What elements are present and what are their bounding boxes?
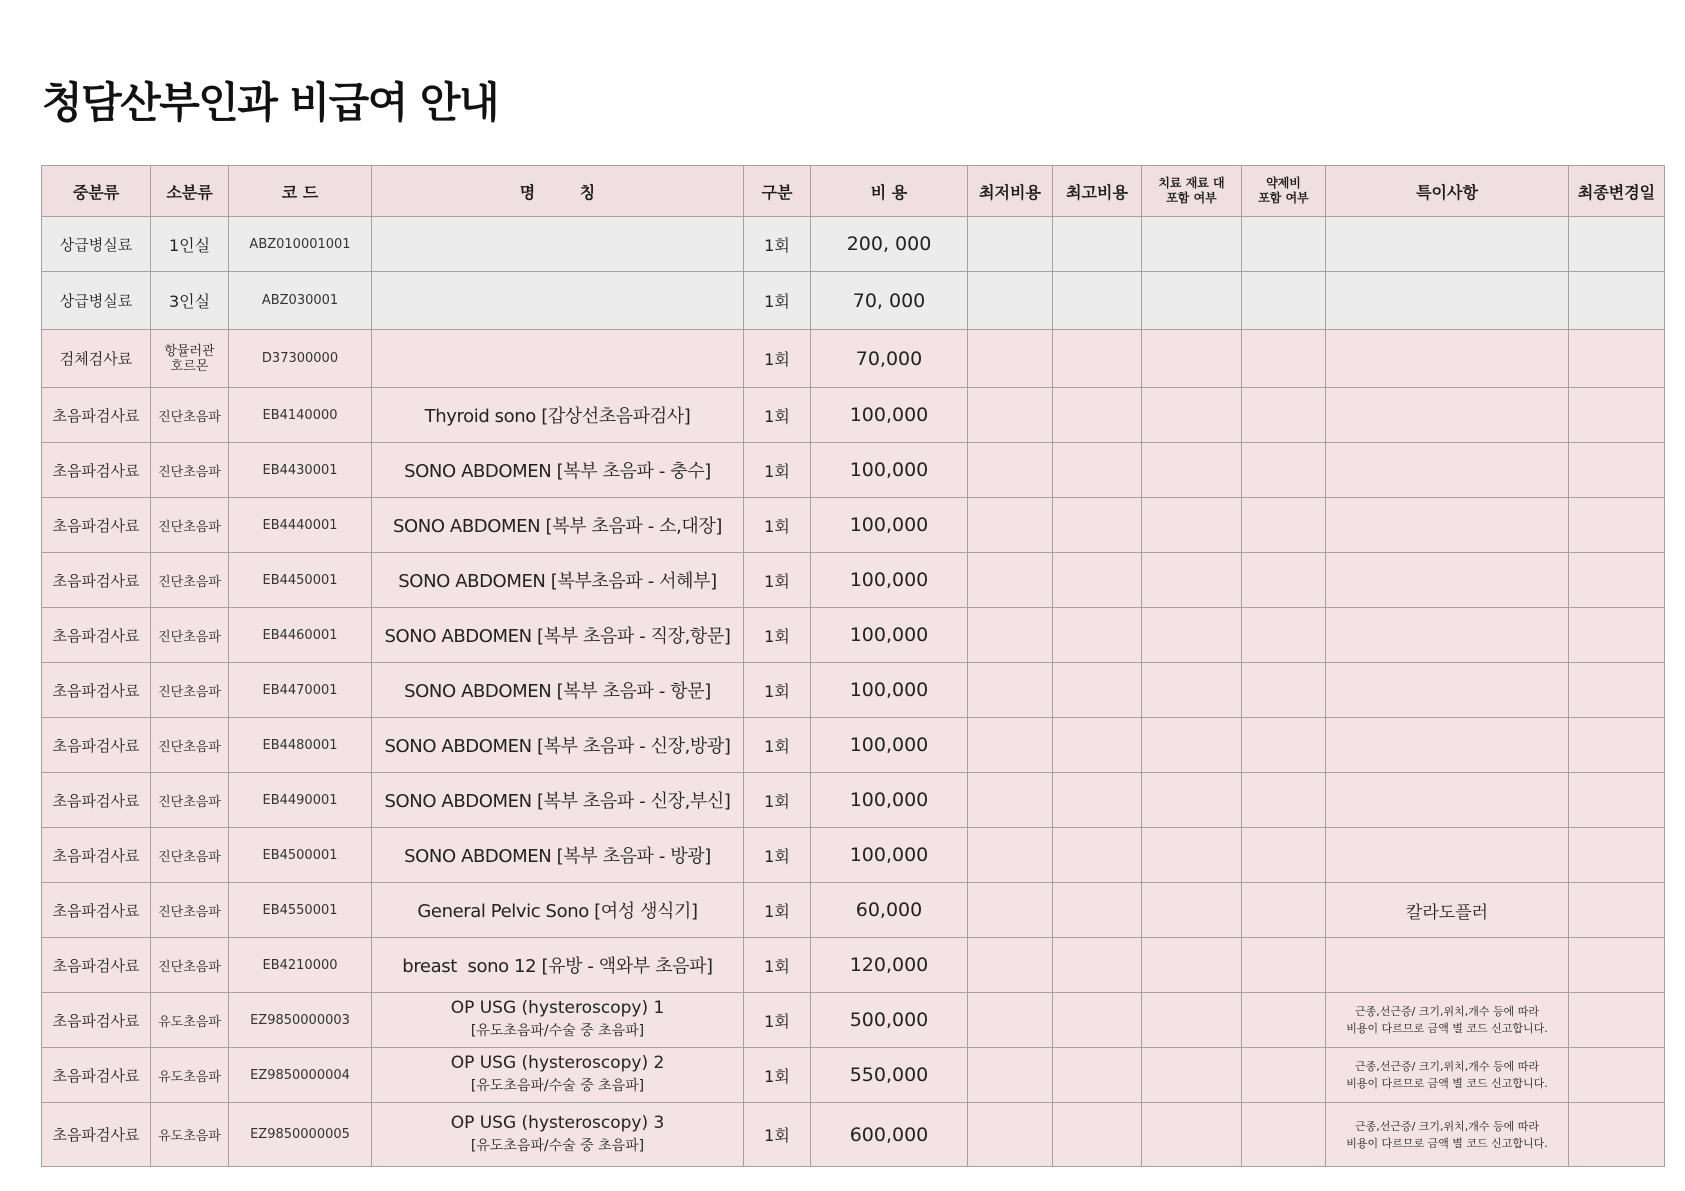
cell-cost: 70,000: [811, 330, 968, 388]
cell-material-included: [1142, 938, 1242, 993]
cell-mid-category: 초음파검사료: [42, 883, 151, 938]
cell-sub-category: 진단초음파: [151, 663, 229, 718]
cell-name: SONO ABDOMEN [복부 초음파 - 신장,방광]: [372, 718, 744, 773]
cell-min-cost: [968, 938, 1053, 993]
cell-notes: 칼라도플러: [1326, 883, 1569, 938]
cell-max-cost: [1053, 272, 1142, 330]
cell-sub-category-line2: 호르몬: [170, 358, 209, 374]
cell-material-included: [1142, 828, 1242, 883]
cell-sub-category: 유도초음파: [151, 1048, 229, 1103]
cell-code: EB4550001: [229, 883, 372, 938]
cell-notes-line2: 비용이 다르므로 금액 별 코드 신고합니다.: [1346, 1022, 1548, 1035]
cell-mid-category: 초음파검사료: [42, 828, 151, 883]
cell-last-modified: [1569, 272, 1665, 330]
cell-max-cost: [1053, 498, 1142, 553]
cell-name: [372, 1103, 744, 1167]
cell-name: breast sono 12 [유방 - 액와부 초음파]: [372, 938, 744, 993]
cell-notes: [1326, 938, 1569, 993]
cell-name: General Pelvic Sono [여성 생식기]: [372, 883, 744, 938]
header-max-cost: 최고비용: [1053, 166, 1142, 217]
table-row: [42, 663, 1665, 718]
cell-drug-included: [1242, 883, 1326, 938]
cell-cost: 100,000: [811, 663, 968, 718]
cell-code: EZ9850000003: [229, 993, 372, 1048]
cell-type: 1회: [744, 773, 811, 828]
cell-mid-category: 초음파검사료: [42, 388, 151, 443]
cell-name-line2: [유도초음파/수술 중 초음파]: [470, 1023, 645, 1039]
cell-material-included: [1142, 663, 1242, 718]
cell-code: EZ9850000005: [229, 1103, 372, 1167]
cell-sub-category: 유도초음파: [151, 1103, 229, 1167]
header-last-modified: 최종변경일: [1569, 166, 1665, 217]
cell-notes: [1326, 608, 1569, 663]
cell-drug-included: [1242, 663, 1326, 718]
cell-last-modified: [1569, 1048, 1665, 1103]
cell-min-cost: [968, 993, 1053, 1048]
cell-code: EZ9850000004: [229, 1048, 372, 1103]
cell-type: 1회: [744, 663, 811, 718]
cell-max-cost: [1053, 443, 1142, 498]
cell-code: EB4470001: [229, 663, 372, 718]
cell-sub-category: 진단초음파: [151, 828, 229, 883]
table-row: [42, 993, 1665, 1048]
cell-code: EB4500001: [229, 828, 372, 883]
cell-min-cost: [968, 1103, 1053, 1167]
cell-last-modified: [1569, 993, 1665, 1048]
cell-sub-category: 진단초음파: [151, 553, 229, 608]
cell-sub-category: 유도초음파: [151, 993, 229, 1048]
table-row: [42, 553, 1665, 608]
cell-min-cost: [968, 718, 1053, 773]
cell-drug-included: [1242, 217, 1326, 272]
cell-cost: 60,000: [811, 883, 968, 938]
cell-material-included: [1142, 553, 1242, 608]
cell-max-cost: [1053, 883, 1142, 938]
cell-cost: 70, 000: [811, 272, 968, 330]
cell-sub-category: 진단초음파: [151, 718, 229, 773]
cell-notes: [1326, 993, 1569, 1048]
page-title: 청담산부인과 비급여 안내: [42, 78, 499, 127]
cell-name: Thyroid sono [갑상선초음파검사]: [372, 388, 744, 443]
cell-cost: 200, 000: [811, 217, 968, 272]
cell-material-included: [1142, 1103, 1242, 1167]
cell-code: EB4480001: [229, 718, 372, 773]
cell-notes: [1326, 663, 1569, 718]
header-sub-category: 소분류: [151, 166, 229, 217]
cell-cost: 100,000: [811, 553, 968, 608]
cell-last-modified: [1569, 1103, 1665, 1167]
cell-material-included: [1142, 272, 1242, 330]
header-notes: 특이사항: [1326, 166, 1569, 217]
cell-mid-category: 초음파검사료: [42, 553, 151, 608]
cell-mid-category: 상급병실료: [42, 272, 151, 330]
cell-drug-included: [1242, 773, 1326, 828]
cell-type: 1회: [744, 938, 811, 993]
fee-table: [41, 165, 1665, 1167]
cell-material-included: [1142, 608, 1242, 663]
cell-drug-included: [1242, 1048, 1326, 1103]
cell-cost: 100,000: [811, 718, 968, 773]
cell-code: EB4430001: [229, 443, 372, 498]
cell-type: 1회: [744, 330, 811, 388]
cell-material-included: [1142, 217, 1242, 272]
cell-code: EB4490001: [229, 773, 372, 828]
cell-name-line2: [유도초음파/수술 중 초음파]: [470, 1078, 645, 1094]
cell-name-line1: OP USG (hysteroscopy) 3: [450, 1112, 665, 1133]
cell-name: SONO ABDOMEN [복부초음파 - 서혜부]: [372, 553, 744, 608]
cell-type: 1회: [744, 388, 811, 443]
cell-name: SONO ABDOMEN [복부 초음파 - 항문]: [372, 663, 744, 718]
header-type: 구분: [744, 166, 811, 217]
cell-drug-included: [1242, 938, 1326, 993]
cell-code: EB4460001: [229, 608, 372, 663]
cell-drug-included: [1242, 718, 1326, 773]
cell-mid-category: 초음파검사료: [42, 938, 151, 993]
cell-code: EB4440001: [229, 498, 372, 553]
table-row: [42, 883, 1665, 938]
cell-sub-category: 진단초음파: [151, 388, 229, 443]
cell-last-modified: [1569, 388, 1665, 443]
cell-sub-category: 진단초음파: [151, 443, 229, 498]
table-row: [42, 828, 1665, 883]
header-min-cost: 최저비용: [968, 166, 1053, 217]
cell-mid-category: 초음파검사료: [42, 608, 151, 663]
cell-material-included: [1142, 443, 1242, 498]
cell-notes: [1326, 718, 1569, 773]
cell-max-cost: [1053, 1103, 1142, 1167]
cell-max-cost: [1053, 718, 1142, 773]
cell-last-modified: [1569, 553, 1665, 608]
cell-material-included: [1142, 388, 1242, 443]
table-row: [42, 498, 1665, 553]
cell-type: 1회: [744, 608, 811, 663]
cell-type: 1회: [744, 1048, 811, 1103]
header-material-included: [1142, 166, 1242, 217]
cell-name-line1: OP USG (hysteroscopy) 1: [450, 998, 665, 1018]
header-code: 코 드: [229, 166, 372, 217]
cell-max-cost: [1053, 608, 1142, 663]
cell-min-cost: [968, 553, 1053, 608]
cell-name: SONO ABDOMEN [복부 초음파 - 직장,항문]: [372, 608, 744, 663]
cell-notes: [1326, 443, 1569, 498]
header-material-line2: 포함 여부: [1166, 191, 1217, 205]
table-row: [42, 938, 1665, 993]
cell-name: [372, 217, 744, 272]
cell-sub-category: 3인실: [151, 272, 229, 330]
cell-notes-line2: 비용이 다르므로 금액 별 코드 신고합니다.: [1346, 1136, 1548, 1150]
cell-drug-included: [1242, 388, 1326, 443]
cell-max-cost: [1053, 993, 1142, 1048]
cell-drug-included: [1242, 608, 1326, 663]
cell-last-modified: [1569, 330, 1665, 388]
table-row: [42, 773, 1665, 828]
cell-last-modified: [1569, 663, 1665, 718]
cell-name: SONO ABDOMEN [복부 초음파 - 신장,부신]: [372, 773, 744, 828]
cell-name: SONO ABDOMEN [복부 초음파 - 충수]: [372, 443, 744, 498]
cell-notes-line1: 근종,선근증/ 크기,위치,개수 등에 따라: [1354, 1119, 1540, 1133]
cell-drug-included: [1242, 272, 1326, 330]
cell-notes: [1326, 217, 1569, 272]
cell-cost: 100,000: [811, 498, 968, 553]
table-row: [42, 330, 1665, 388]
cell-sub-category: 진단초음파: [151, 938, 229, 993]
cell-drug-included: [1242, 1103, 1326, 1167]
cell-notes-line1: 근종,선근증/ 크기,위치,개수 등에 따라: [1354, 1060, 1540, 1073]
table-row: [42, 443, 1665, 498]
cell-notes: [1326, 553, 1569, 608]
cell-code: ABZ010001001: [229, 217, 372, 272]
cell-mid-category: 초음파검사료: [42, 773, 151, 828]
cell-mid-category: 초음파검사료: [42, 1048, 151, 1103]
cell-max-cost: [1053, 330, 1142, 388]
cell-mid-category: 초음파검사료: [42, 993, 151, 1048]
cell-max-cost: [1053, 388, 1142, 443]
cell-type: 1회: [744, 993, 811, 1048]
cell-type: 1회: [744, 718, 811, 773]
cell-notes: [1326, 1103, 1569, 1167]
cell-name: [372, 330, 744, 388]
header-drug-line1: 약제비: [1266, 176, 1301, 190]
cell-type: 1회: [744, 553, 811, 608]
cell-min-cost: [968, 330, 1053, 388]
cell-name: [372, 993, 744, 1048]
cell-min-cost: [968, 498, 1053, 553]
cell-name: SONO ABDOMEN [복부 초음파 - 소,대장]: [372, 498, 744, 553]
cell-notes: [1326, 330, 1569, 388]
cell-cost: 600,000: [811, 1103, 968, 1167]
cell-last-modified: [1569, 217, 1665, 272]
cell-name: [372, 1048, 744, 1103]
header-mid-category: 중분류: [42, 166, 151, 217]
cell-min-cost: [968, 443, 1053, 498]
cell-max-cost: [1053, 1048, 1142, 1103]
cell-code: EB4450001: [229, 553, 372, 608]
cell-cost: 100,000: [811, 608, 968, 663]
cell-notes: [1326, 1048, 1569, 1103]
cell-min-cost: [968, 828, 1053, 883]
table-row: [42, 1103, 1665, 1167]
cell-material-included: [1142, 498, 1242, 553]
cell-mid-category: 초음파검사료: [42, 663, 151, 718]
cell-sub-category: [151, 330, 229, 388]
cell-cost: 550,000: [811, 1048, 968, 1103]
cell-max-cost: [1053, 217, 1142, 272]
cell-cost: 100,000: [811, 828, 968, 883]
cell-max-cost: [1053, 553, 1142, 608]
cell-name: SONO ABDOMEN [복부 초음파 - 방광]: [372, 828, 744, 883]
cell-mid-category: 초음파검사료: [42, 718, 151, 773]
cell-sub-category: 진단초음파: [151, 883, 229, 938]
cell-drug-included: [1242, 553, 1326, 608]
cell-notes: [1326, 773, 1569, 828]
cell-material-included: [1142, 773, 1242, 828]
cell-sub-category-line1: 항뮬러관: [164, 343, 215, 359]
cell-cost: 100,000: [811, 443, 968, 498]
table-row: [42, 608, 1665, 663]
cell-notes: [1326, 388, 1569, 443]
cell-min-cost: [968, 663, 1053, 718]
cell-sub-category: 진단초음파: [151, 773, 229, 828]
cell-type: 1회: [744, 828, 811, 883]
table-header-row: [42, 166, 1665, 217]
cell-notes: [1326, 272, 1569, 330]
table-row: [42, 217, 1665, 272]
header-drug-line2: 포함 여부: [1258, 191, 1309, 205]
cell-type: 1회: [744, 883, 811, 938]
cell-drug-included: [1242, 498, 1326, 553]
cell-min-cost: [968, 272, 1053, 330]
cell-code: EB4210000: [229, 938, 372, 993]
cell-cost: 120,000: [811, 938, 968, 993]
cell-notes-line1: 근종,선근증/ 크기,위치,개수 등에 따라: [1354, 1005, 1540, 1018]
cell-last-modified: [1569, 608, 1665, 663]
table-row: [42, 388, 1665, 443]
cell-code: ABZ030001: [229, 272, 372, 330]
cell-last-modified: [1569, 883, 1665, 938]
cell-material-included: [1142, 993, 1242, 1048]
cell-min-cost: [968, 608, 1053, 663]
cell-material-included: [1142, 718, 1242, 773]
cell-sub-category: 1인실: [151, 217, 229, 272]
cell-code: EB4140000: [229, 388, 372, 443]
cell-last-modified: [1569, 443, 1665, 498]
cell-type: 1회: [744, 443, 811, 498]
cell-cost: 500,000: [811, 993, 968, 1048]
cell-mid-category: 검체검사료: [42, 330, 151, 388]
header-name: 명 칭: [372, 166, 744, 217]
cell-notes: [1326, 828, 1569, 883]
cell-material-included: [1142, 883, 1242, 938]
cell-max-cost: [1053, 773, 1142, 828]
cell-drug-included: [1242, 828, 1326, 883]
table-row: [42, 718, 1665, 773]
header-cost: 비 용: [811, 166, 968, 217]
cell-name: [372, 272, 744, 330]
cell-cost: 100,000: [811, 388, 968, 443]
cell-last-modified: [1569, 498, 1665, 553]
cell-last-modified: [1569, 773, 1665, 828]
cell-name-line2: [유도초음파/수술 중 초음파]: [470, 1137, 645, 1154]
cell-notes: [1326, 498, 1569, 553]
cell-max-cost: [1053, 938, 1142, 993]
cell-notes-line2: 비용이 다르므로 금액 별 코드 신고합니다.: [1346, 1077, 1548, 1090]
cell-last-modified: [1569, 828, 1665, 883]
header-material-line1: 치료 재료 대: [1158, 176, 1225, 190]
cell-max-cost: [1053, 663, 1142, 718]
cell-max-cost: [1053, 828, 1142, 883]
cell-type: 1회: [744, 498, 811, 553]
cell-drug-included: [1242, 443, 1326, 498]
cell-drug-included: [1242, 330, 1326, 388]
cell-sub-category: 진단초음파: [151, 608, 229, 663]
cell-code: D37300000: [229, 330, 372, 388]
table-row: [42, 272, 1665, 330]
cell-type: 1회: [744, 217, 811, 272]
cell-sub-category: 진단초음파: [151, 498, 229, 553]
cell-mid-category: 초음파검사료: [42, 498, 151, 553]
cell-material-included: [1142, 330, 1242, 388]
cell-min-cost: [968, 388, 1053, 443]
cell-min-cost: [968, 1048, 1053, 1103]
cell-name-line1: OP USG (hysteroscopy) 2: [450, 1053, 665, 1073]
cell-last-modified: [1569, 938, 1665, 993]
header-drug-included: [1242, 166, 1326, 217]
cell-material-included: [1142, 1048, 1242, 1103]
cell-min-cost: [968, 773, 1053, 828]
cell-last-modified: [1569, 718, 1665, 773]
cell-min-cost: [968, 217, 1053, 272]
cell-type: 1회: [744, 272, 811, 330]
cell-min-cost: [968, 883, 1053, 938]
cell-mid-category: 초음파검사료: [42, 1103, 151, 1167]
cell-cost: 100,000: [811, 773, 968, 828]
table-row: [42, 1048, 1665, 1103]
cell-type: 1회: [744, 1103, 811, 1167]
cell-mid-category: 상급병실료: [42, 217, 151, 272]
cell-drug-included: [1242, 993, 1326, 1048]
cell-mid-category: 초음파검사료: [42, 443, 151, 498]
